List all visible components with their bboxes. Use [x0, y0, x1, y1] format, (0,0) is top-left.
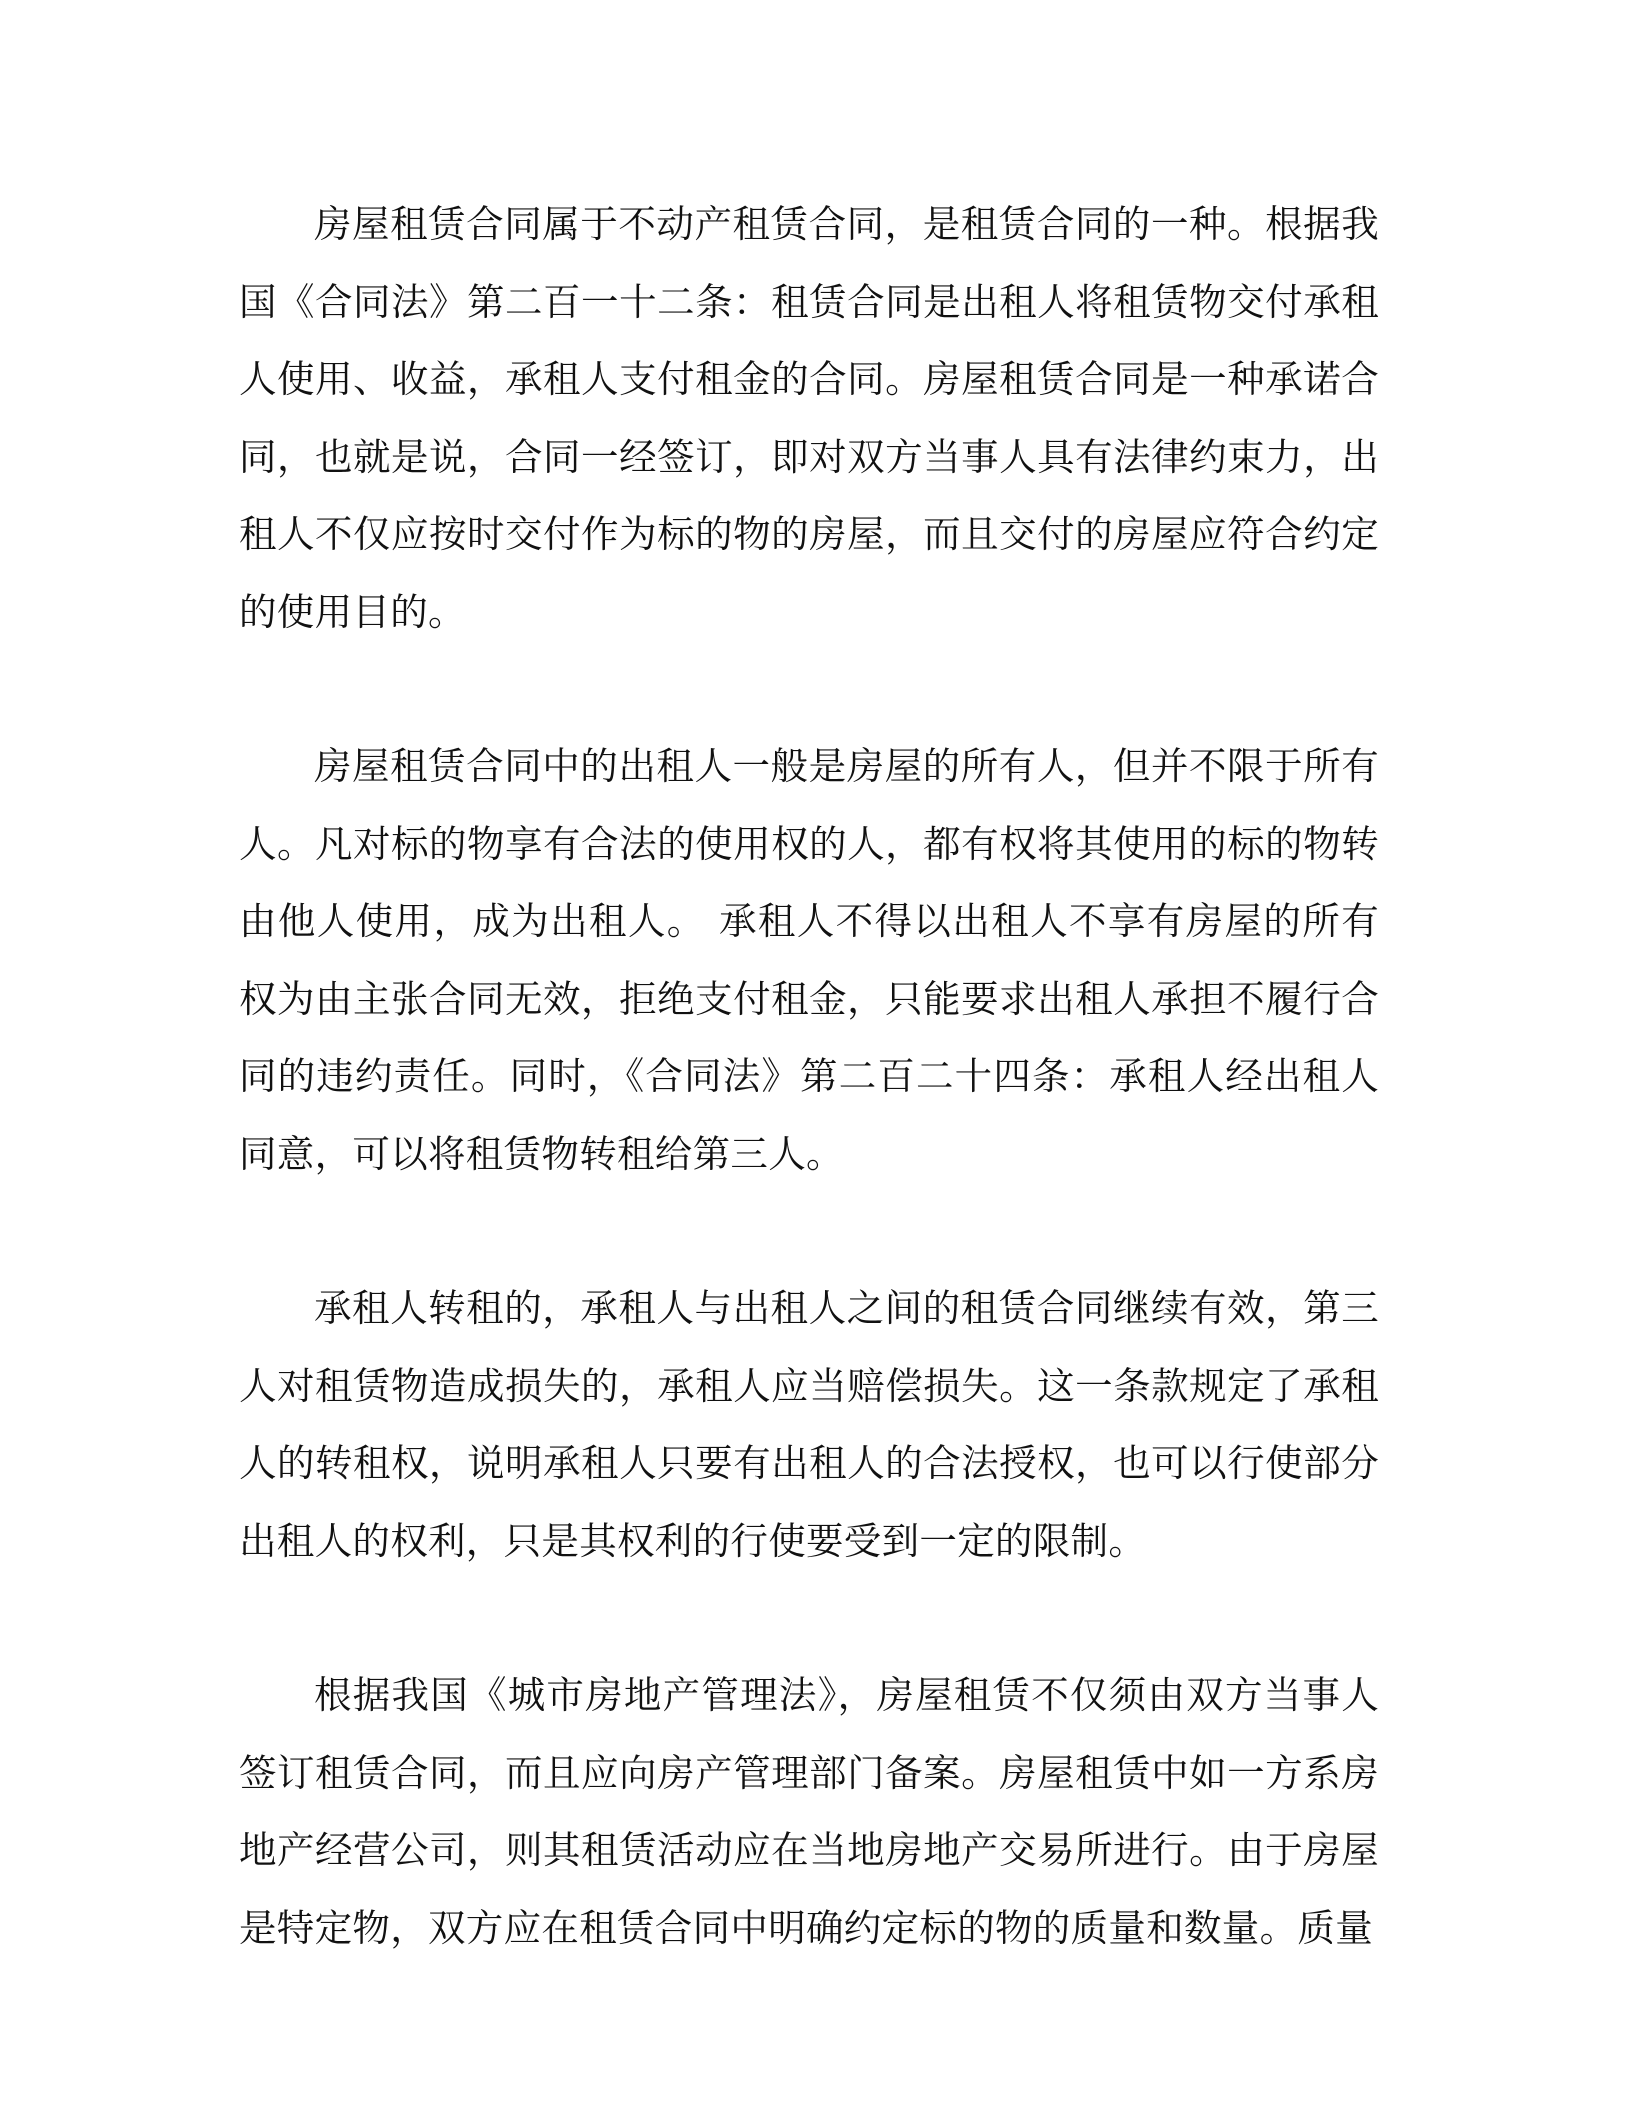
paragraph-3: 承租人转租的，承租人与出租人之间的租赁合同继续有效，第三人对租赁物造成损失的，承租人应当赔偿损失。这一条款规定了承租人的转租权，说明承租人只要有出租人的合法授权，也可以行使部分出租人的权利，只是其权利的行使要受到一定的限制。	[239, 1286, 1379, 1563]
paragraph-1: 房屋租赁合同属于不动产租赁合同，是租赁合同的一种。根据我国《合同法》第二百一十二条：租赁合同是出租人将租赁物交付承租人使用、收益，承租人支付租金的合同。房屋租赁合同是一种承诺合同，也就是说，合同一经签订，即对双方当事人具有法律约束力，出租人不仅应按时交付作为标的物的房屋，而且交付的房屋应符合约定的使用目的。	[239, 202, 1379, 634]
document-body	[239, 186, 1379, 1967]
paragraph-4: 根据我国《城市房地产管理法》，房屋租赁不仅须由双方当事人签订租赁合同，而且应向房产管理部门备案。房屋租赁中如一方系房地产经营公司，则其租赁活动应在当地房地产交易所进行。由于房屋是特定物，双方应在租赁合同中明确约定标的物的质量和数量。质量	[239, 1673, 1379, 1950]
paragraph-2: 房屋租赁合同中的出租人一般是房屋的所有人，但并不限于所有人。凡对标的物享有合法的使用权的人，都有权将其使用的标的物转由他人使用，成为出租人。 承租人不得以出租人不享有房屋的所有权为由主张合同无效，拒绝支付租金，只能要求出租人承担不履行合同的违约责任。同时，《合同法》第二百二十四条：承租人经出租人同意，可以将租赁物转租给第三人。	[239, 744, 1379, 1176]
